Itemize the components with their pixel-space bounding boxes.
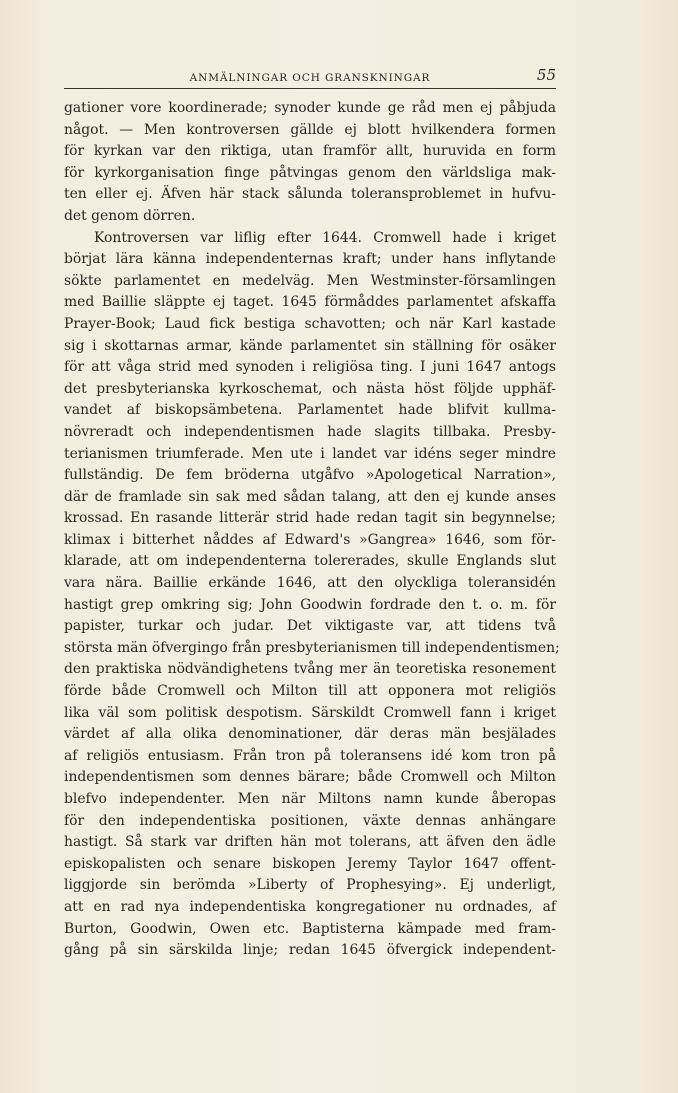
text-line: independentismen som dennes bärare; både Cromwell och Milton [64,769,556,786]
text-line: värdet af alla olika denominationer, där deras män besjälades [64,726,556,743]
text-line: klimax i bitterhet nåddes af Edward's »Gangrea» 1646, som för- [64,531,556,548]
text-line: det presbyterianska kyrkoschemat, och nästa höst följde upphäf- [64,380,556,397]
header-rule [64,88,556,89]
text-line: blefvo independenter. Men när Miltons namn kunde åberopas [64,791,556,807]
text-line: hastigt. Så stark var driften hän mot tolerans, att äfven den ädle [64,834,556,851]
text-line: klarade, att om independenterna tolererades, skulle Englands slut [64,553,556,570]
text-line: det genom dörren. [64,207,196,224]
text-line: gationer vore koordinerade; synoder kunde ge råd men ej påbjuda [64,100,556,116]
text-line: episkopalisten och senare biskopen Jeremy Taylor 1647 offent- [64,855,556,872]
text-line: gång på sin särskilda linje; redan 1645 öfvergick independent- [64,942,556,959]
text-line: för kyrkorganisation finge påtvingas genom den världsliga mak- [64,164,556,181]
text-line: för att våga strid med synoden i religiösa ting. I juni 1647 antogs [64,359,556,376]
text-line: Burton, Goodwin, Owen etc. Baptisterna kämpade med fram- [64,920,556,937]
text-line: största män öfvergingo från presbyterianismen till independentismen; [64,639,560,656]
text-line: papister, turkar och judar. Det viktigaste var, att tidens två [64,618,556,635]
text-line: att en rad nya independentiska kongregationer nu ordnades, af [64,898,556,915]
text-line: för den independentiska positionen, växte dennas anhängare [64,812,556,829]
text-line: Kontroversen var liflig efter 1644. Cromwell hade i kriget [94,229,556,246]
text-line: för kyrkan var den riktiga, utan framför allt, huruvida en form [64,143,556,160]
text-line: vandet af biskopsämbetena. Parlamentet hade blifvit kullma- [64,402,556,419]
text-line: terianismen triumferade. Men ute i landet var idéns seger mindre [64,445,556,462]
text-line: Prayer-Book; Laud fick bestiga schavotten; och när Karl kastade [64,315,556,332]
text-line: fullständig. De fem bröderna utgåfvo »Apologetical Narration», [64,467,556,484]
body-text [64,98,560,962]
text-line: med Baillie släppte ej taget. 1645 förmåddes parlamentet afskaffa [64,294,556,311]
text-line: sökte parlamentet en medelväg. Men Westminster-församlingen [64,272,556,289]
text-line: där de framlade sin sak med sådan talang, att den ej kunde anses [64,488,556,505]
text-line: ten eller ej. Äfven här stack sålunda toleransproblemet in hufvu- [64,186,556,203]
text-line: liggjorde sin berömda »Liberty of Prophesying». Ej underligt, [64,877,556,894]
text-line: af religiös entusiasm. Från tron på toleransens idé kom tron på [64,747,556,764]
running-head: ANMÄLNINGAR OCH GRANSKNINGAR [189,72,431,84]
page-number: 55 [536,66,556,84]
text-line: növreradt och independentismen hade slagits tillbaka. Presby- [64,423,556,440]
text-line: något. — Men kontroversen gällde ej blott hvilkendera formen [64,121,556,138]
text-line: börjat lära känna independenternas kraft; under hans inflytande [64,251,556,268]
text-line: vara nära. Baillie erkände 1646, att den olyckliga toleransidén [64,575,556,592]
text-line: lika väl som politisk despotism. Särskildt Cromwell fann i kriget [64,704,556,721]
text-line: förde både Cromwell och Milton till att opponera mot religiös [64,683,556,700]
page-header [64,66,556,86]
text-line: hastigt grep omkring sig; John Goodwin fordrade den t. o. m. för [64,596,556,613]
text-line: den praktiska nödvändighetens tvång mer än teoretiska resonement [64,661,556,678]
text-line: sig i skottarnas armar, kände parlamentet sin ställning för osäker [64,337,556,354]
text-line: krossad. En rasande litterär strid hade redan tagit sin begynnelse; [64,510,556,527]
